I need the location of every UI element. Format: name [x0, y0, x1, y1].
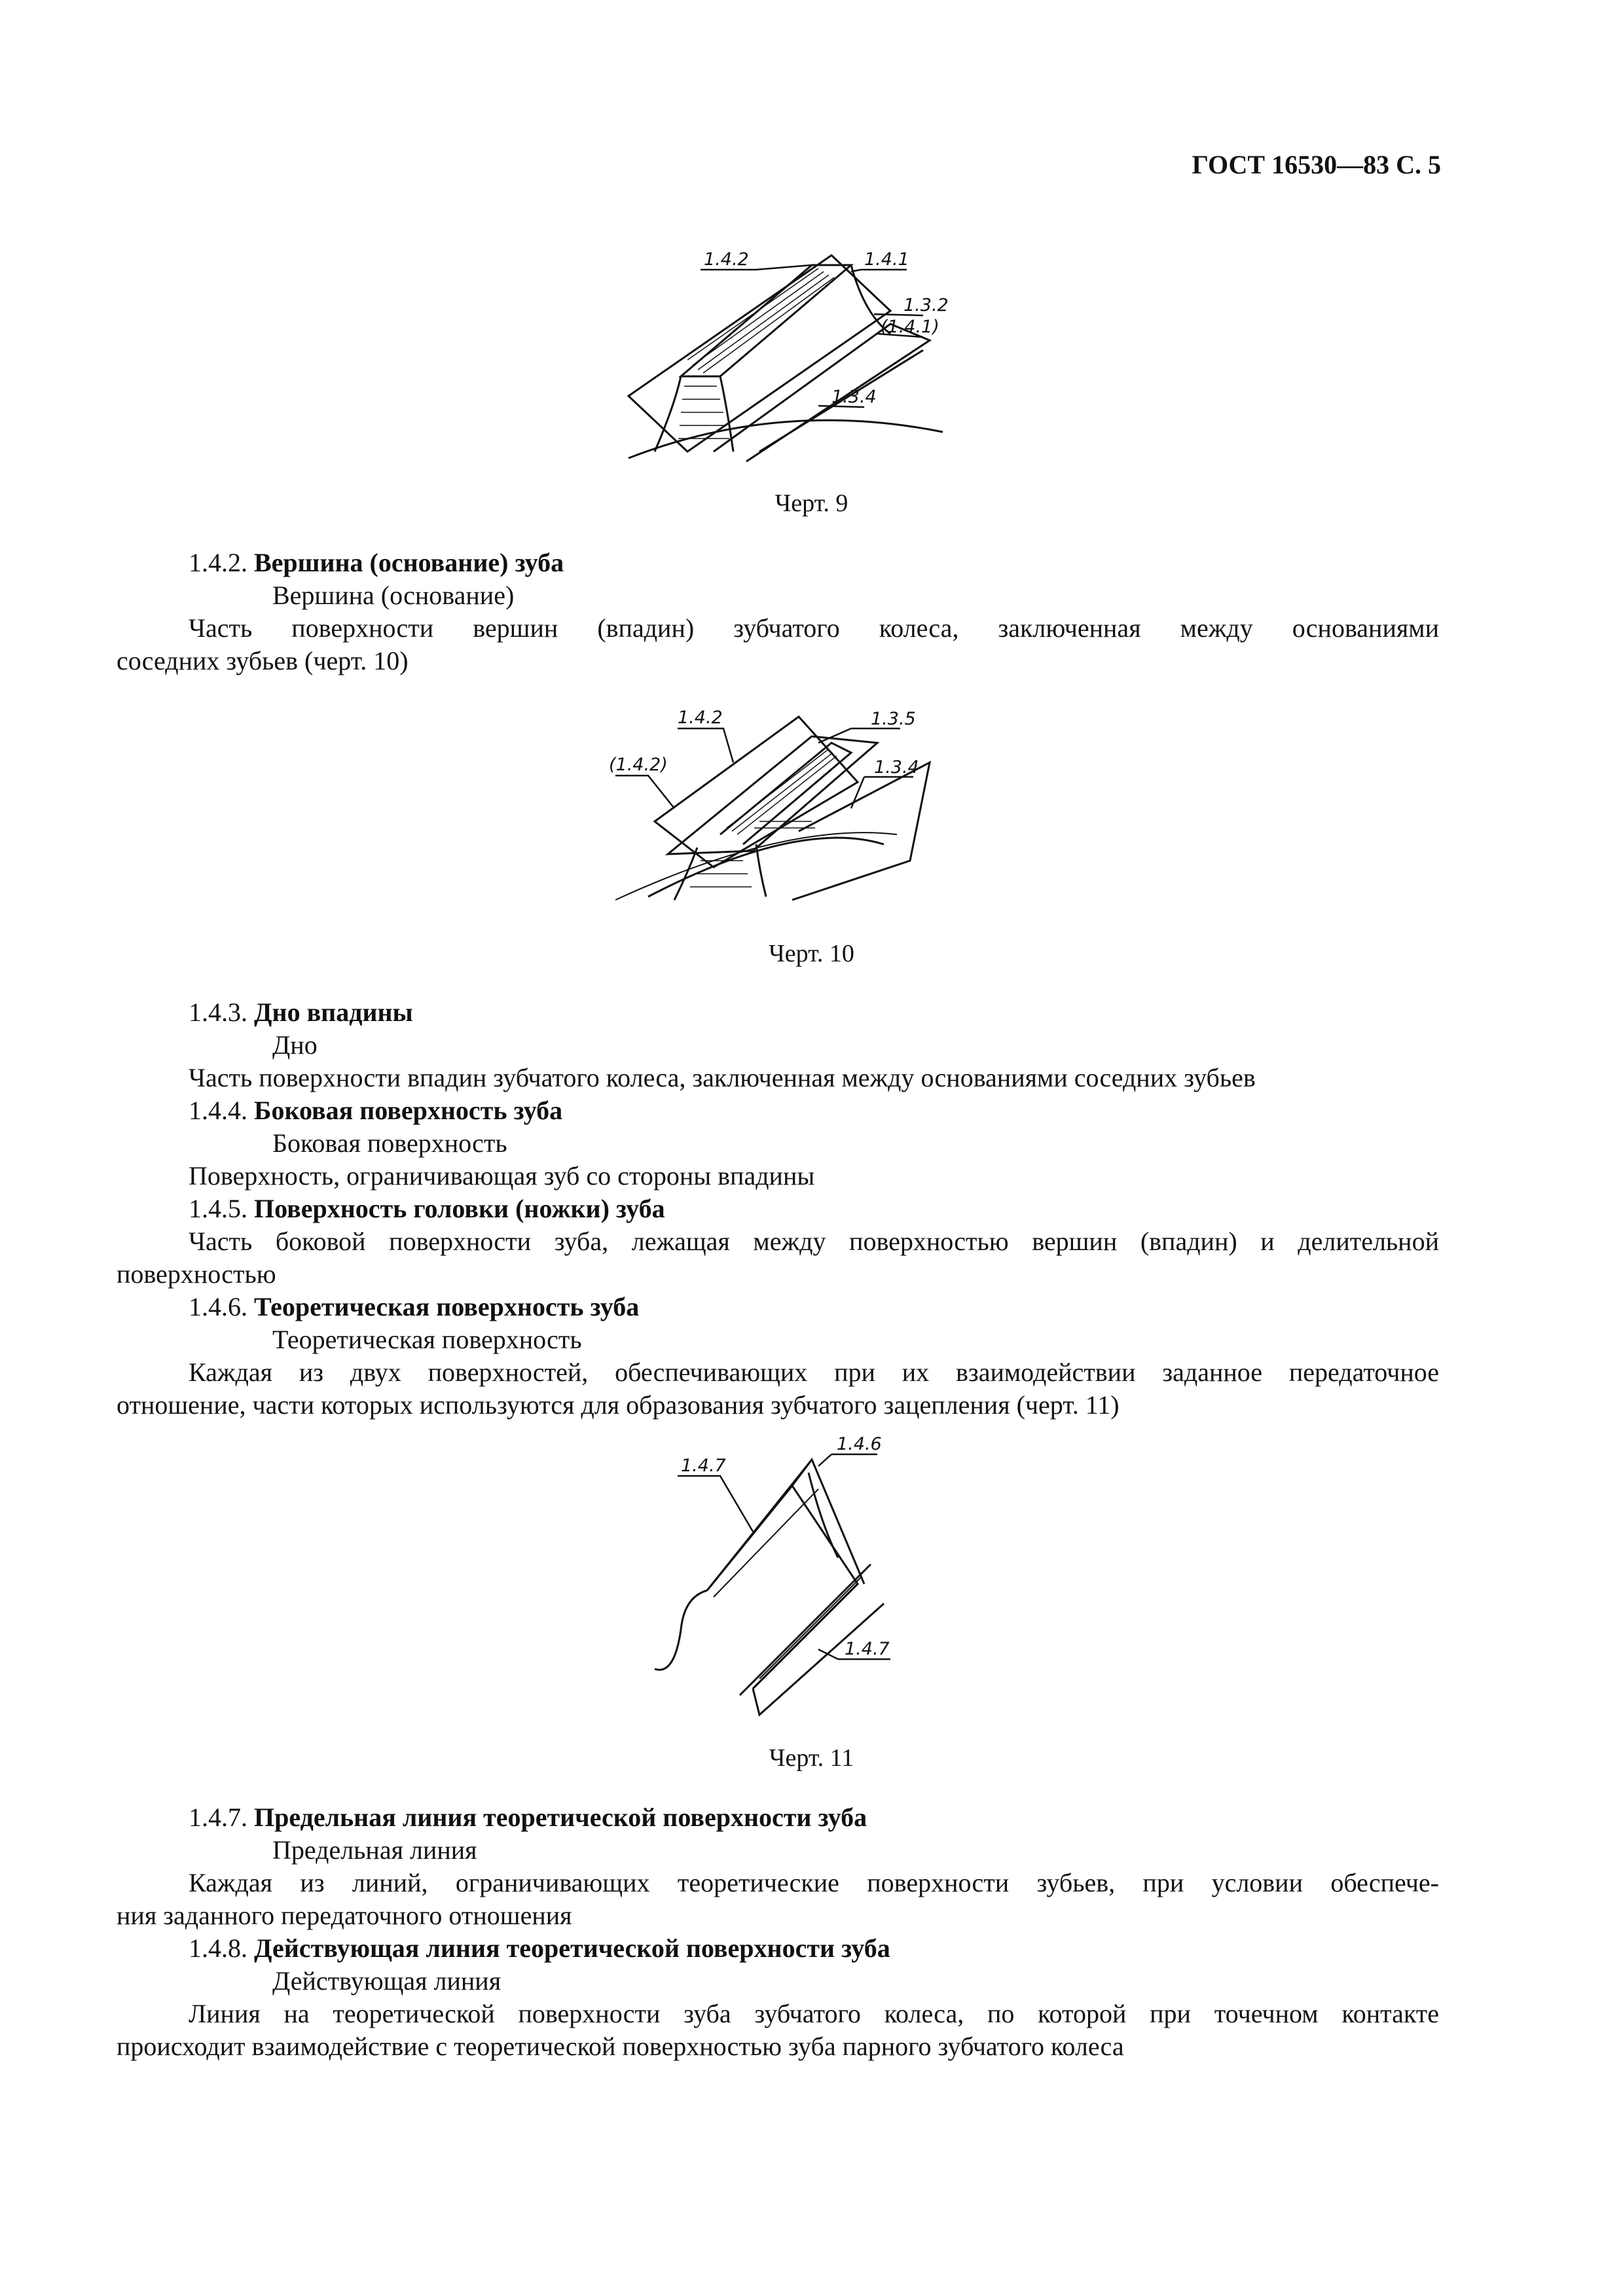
term-short: Вершина (основание): [272, 581, 515, 610]
term-heading: 1.4.4. Боковая поверхность зуба: [189, 1096, 563, 1125]
term-heading: 1.4.6. Теоретическая поверхность зуба: [189, 1292, 640, 1321]
figure-10-label: 1.4.2: [678, 708, 723, 728]
figure-9-caption: Черт. 9: [775, 490, 848, 517]
figure-10-caption: Черт. 10: [769, 940, 854, 967]
figure-10-label: (1.4.2): [609, 755, 668, 775]
figure-9-label: 1.3.4: [831, 387, 877, 407]
term-short: Дно: [272, 1030, 318, 1060]
definition-line: происходит взаимодействие с теоретической поверхностью зуба парного зубчатого колеса: [117, 2032, 1124, 2061]
figure-11-label: 1.4.7: [845, 1639, 890, 1659]
term-heading: 1.4.3. Дно впадины: [189, 997, 413, 1027]
definition-line: Каждая из двух поверхностей, обеспечивающих при их взаимодействии заданное передаточное: [189, 1357, 1439, 1387]
figure-10-drawing: [602, 704, 969, 913]
figure-9-label: (1.4.1): [881, 317, 939, 337]
term-heading: 1.4.7. Предельная линия теоретической поверхности зуба: [189, 1803, 867, 1832]
section-1-4-2: [117, 547, 1439, 677]
definition-line: соседних зубьев (черт. 10): [117, 646, 409, 675]
term-short: Боковая поверхность: [272, 1128, 507, 1158]
figure-11-caption: Черт. 11: [769, 1744, 854, 1772]
figure-10-label: 1.3.4: [874, 757, 919, 778]
figure-11-label: 1.4.7: [681, 1456, 726, 1476]
figure-9-label: 1.4.1: [864, 249, 909, 270]
page-header: ГОСТ 16530—83 С. 5: [1192, 150, 1441, 179]
term-short: Действующая линия: [272, 1966, 501, 1996]
definition-line: поверхностью: [117, 1259, 276, 1289]
definition-line: Линия на теоретической поверхности зуба зубчатого колеса, по которой при точечном контакте: [189, 1999, 1439, 2028]
definition-line: Поверхность, ограничивающая зуб со стороны впадины: [189, 1161, 815, 1191]
term-heading: 1.4.8. Действующая линия теоретической поверхности зуба: [189, 1933, 890, 1963]
term-short: Предельная линия: [272, 1835, 477, 1865]
figure-10-label: 1.3.5: [871, 709, 916, 729]
figure-9-drawing: [615, 236, 956, 465]
definition-line: Часть поверхности вершин (впадин) зубчатого колеса, заключенная между основаниями: [189, 613, 1439, 643]
sections-1-4-3-to-1-4-6: [117, 996, 1439, 1422]
figure-11-drawing: [642, 1433, 917, 1721]
figure-11-label: 1.4.6: [837, 1434, 882, 1454]
definition-line: отношение, части которых используются для образования зубчатого зацепления (черт. 11): [117, 1390, 1120, 1420]
definition-line: Часть боковой поверхности зуба, лежащая между поверхностью вершин (впадин) и делительной: [189, 1227, 1439, 1256]
definition-line: ния заданного передаточного отношения: [117, 1901, 572, 1930]
term-short: Теоретическая поверхность: [272, 1325, 582, 1354]
definition-line: Часть поверхности впадин зубчатого колеса, заключенная между основаниями соседних зубьев: [189, 1063, 1256, 1092]
term-heading: 1.4.2. Вершина (основание) зуба: [189, 548, 564, 577]
figure-9-label: 1.3.2: [903, 295, 949, 315]
definition-line: Каждая из линий, ограничивающих теоретические поверхности зубьев, при условии обеспече-: [189, 1868, 1439, 1897]
figure-9-label: 1.4.2: [704, 249, 749, 270]
term-heading: 1.4.5. Поверхность головки (ножки) зуба: [189, 1194, 665, 1223]
sections-1-4-7-to-1-4-8: [117, 1801, 1439, 2063]
